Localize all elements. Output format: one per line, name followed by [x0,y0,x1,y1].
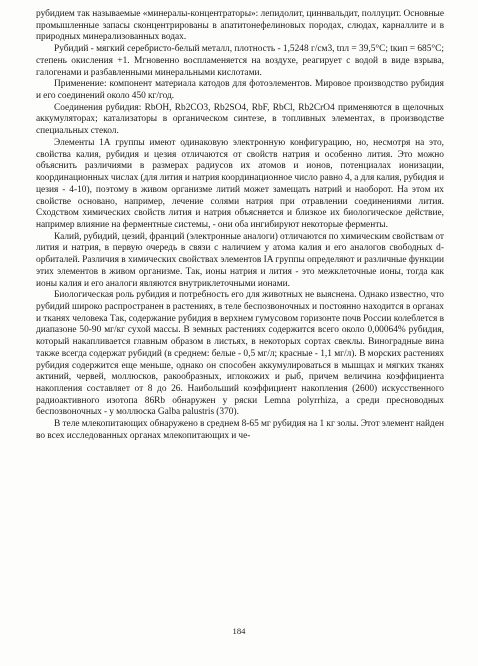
paragraph-rubidium-minerals: рубидием так называемые «минералы-концентраторы»: лепидолит, циннвальдит, поллуцит. Основные промышленные запасы сконцентрированы в апатитонефелиновых породах, слюдах, карналлите и в природных минерализованных водах. [36,9,444,43]
paragraph-biological-role: Биологическая роль рубидия и потребность его для животных не выяснена. Однако известно, что рубидий широко распространен в растениях, в теле беспозвоночных и постоянно находится в органах и тканях человека Так, содержание рубидия в верхнем гумусовом горизонте почв России колеблется в диапазоне 50-90 мг/кг сухой массы. В земных растениях содержится всего около 0,00064% рубидия, который накапливается главным образом в листьях, в некоторых сортах свеклы. Виноградные вина также всегда содержат рубидий (в среднем: белые - 0,5 мг/л; красные - 1,1 мг/л). В морских растениях рубидия содержится еще меньше, однако он способен аккумулироваться в мышцах и мягких тканях актиний, червей, моллюсков, ракообразных, иглокожих и рыб, причем величина коэффициента накопления составляет от 8 до 26. Наибольший коэффициент накопления (2600) искусственного радиоактивного изотопа 86Rb обнаружен у ряски Lemna polyrrhiza, а среди пресноводных беспозвоночных - у моллюска Galba palustris (370). [36,290,444,418]
paragraph-mammals: В теле млекопитающих обнаружено в среднем 8-65 мг рубидия на 1 кг золы. Этот элемент найден во всех исследованных органах млекопитающих и че- [36,419,444,441]
paragraph-rubidium-properties: Рубидий - мягкий серебристо-белый металл, плотность - 1,5248 г/см3, tпл = 39,5°С; tкип = 685°С; степень окисления +1. Мгновенно воспламеняется на воздухе, реагирует с водой в виде взрыва, галогенами и разбавленными минеральными кислотами. [36,44,444,78]
paragraph-rubidium-application: Применение: компонент материала катодов для фотоэлементов. Мировое производство рубидия и его соединений около 450 кг/год. [36,79,444,102]
paragraph-group-ia-elements: Элементы 1А группы имеют одинаковую электронную конфигурацию, но, несмотря на это, свойства калия, рубидия и цезия отличаются от свойств натрия и особенно лития. Это можно объяснить различиями в размерах радиусов их атомов и ионов, потенциалах ионизации, координационных числах (для лития и натрия координационное число равно 4, а для калия, рубидия и цезия - 4-10), поэтому в живом организме литий может замещать натрий и наоборот. На этом их свойстве основано, например, лечение солями натрия при отравлении соединениями лития. Сходством химических свойств лития и натрия объясняется и близкое их биологическое действие, например влияние на ферментные системы, - они оба ингибируют некоторые ферменты. [36,137,444,230]
page-number: 184 [232,626,246,636]
body-text [36,9,444,443]
paragraph-rubidium-compounds: Соединения рубидия: RbOH, Rb2CO3, Rb2SO4, RbF, RbCl, Rb2CrO4 применяются в щелочных аккумуляторах; катализаторы в органическом синтезе, в топливных элементах, в производстве специальных стекол. [36,102,444,137]
paragraph-electronic-analogs: Калий, рубидий, цезий, франций (электронные аналоги) отличаются по химическим свойствам от лития и натрия, в первую очередь в связи с наличием у атома калия и его аналогов свободных d-орбиталей. Различия в химических свойствах элементов IA группы определяют и различные функции этих элементов в живом организме. Так, ионы натрия и лития - это межклеточные ионы, тогда как ионы калия и его аналоги являются внутриклеточными ионами. [36,231,444,289]
